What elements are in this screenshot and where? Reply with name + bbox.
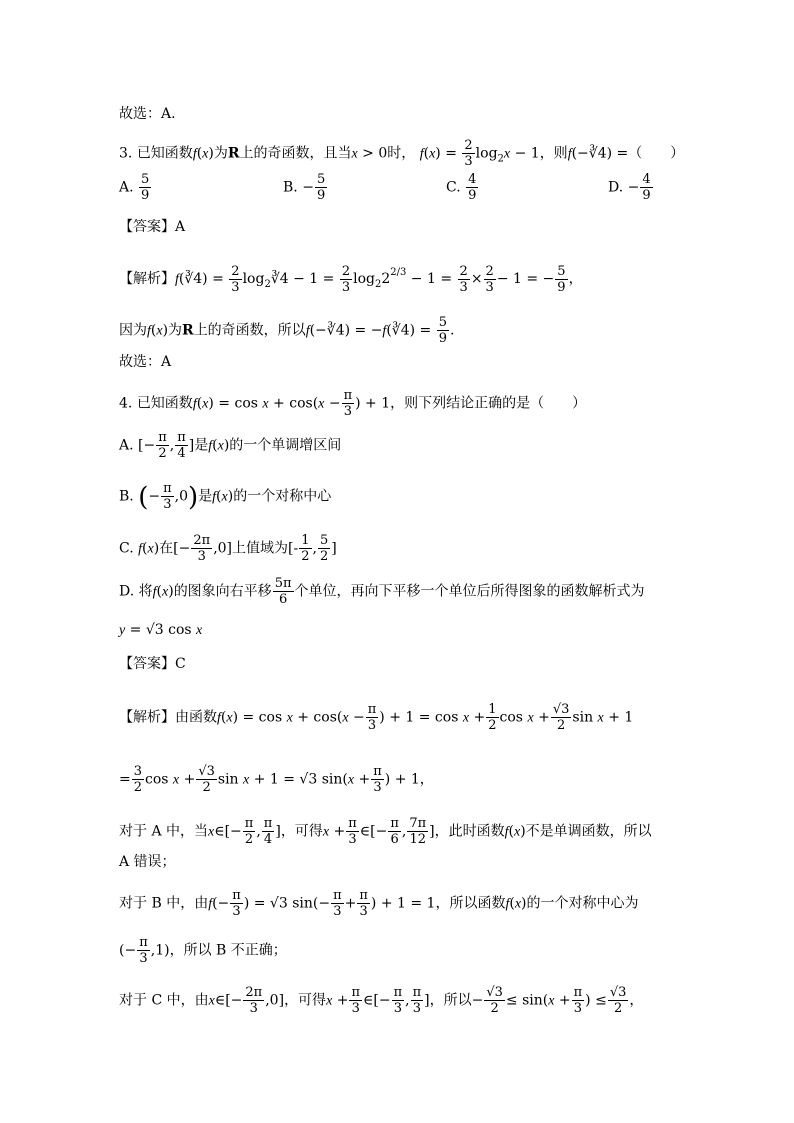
text: ，此时函数 — [434, 823, 505, 840]
q4-option-d: D. 将f(x)的图象向右平移 $\frac{5\pi}{6}$ 个单位，再向下平移一个单位后所得图象的函数解析式为 — [119, 576, 645, 607]
analysis-4-b2: (− $\frac{\pi}{3}$ ,1)，所以 B 不正确； — [119, 935, 287, 966]
text: 上值域为 — [232, 540, 289, 557]
analysis-4-a: 对于 A 中，当x∈[− $\frac{\pi}{2}$ , $\frac{\pi}{4}$ ]，可得x + $\frac{\pi}{3}$ ∈[− $\frac{\pi}{6}$ , $\frac{7\pi}{12}$ ]，此时函数f(x)不是单调函数，所以 — [119, 816, 652, 847]
q-number: 4. — [119, 395, 133, 412]
label: A. — [119, 437, 134, 454]
text: ，则下列结论正确的是（ ） — [390, 395, 587, 412]
label: C. — [446, 179, 461, 196]
text: 不是单调函数，所以 — [525, 823, 652, 840]
q3-option-b: B. − $\frac{5}{9}$ — [283, 172, 326, 203]
label: D. — [608, 179, 624, 196]
text: ，则 — [539, 145, 568, 162]
text: ，所以 B 不正确； — [169, 942, 287, 959]
question-4: 4. 已知函数f(x) = cos x + cos(x − $\frac{\pi}{3}$ ) + 1，则下列结论正确的是（ ） — [119, 388, 587, 419]
text: 为 — [213, 145, 228, 162]
text: 由函数 — [175, 709, 217, 726]
answer-label: 【答案】 — [119, 219, 175, 235]
text: 的一个单调增区间 — [229, 437, 342, 454]
text: 故选：A. — [119, 106, 176, 122]
q4-option-c: C. f(x)在[− $\frac{2\pi}{3}$ ,0]上值域为[- $\frac{1}{2}$ , $\frac{5}{2}$ ] — [119, 533, 337, 564]
label: D. — [119, 583, 135, 600]
answer-value: C — [175, 656, 186, 672]
text: 是 — [198, 488, 213, 505]
analysis-3: 【解析】f(∛4) = $\frac{2}{3}$ $\log_2∛4 - 1$ = $\frac{2}{3}$ $\log_22^{2/3} - 1$ = $\frac{2}{3}$ × $\frac{2}{3}$ − 1 = − $\frac{5}{9}$ ， — [119, 263, 583, 295]
math: f — [192, 146, 197, 162]
text: A 错误； — [119, 854, 176, 870]
label: C. — [119, 540, 134, 557]
text: 对于 C 中，由 — [119, 992, 209, 1009]
text: 为 — [168, 322, 183, 339]
text: 将 — [138, 583, 153, 600]
analysis-4-b: 对于 B 中，由f(− $\frac{\pi}{3}$ ) = √3 sin(− $\frac{\pi}{3}$ + $\frac{\pi}{3}$ ) + 1 = 1，所以函数f(x)的一个对称中心为 — [119, 888, 639, 919]
text: 故选：A — [119, 354, 172, 370]
q3-option-c: C. $\frac{4}{9}$ — [446, 172, 477, 203]
text: 是 — [194, 437, 209, 454]
q4-option-d-formula: y = √3 cos x — [119, 622, 203, 638]
analysis-4: 【解析】由函数f(x) = cos x + cos(x − $\frac{\pi}{3}$ ) + 1 = cos x + $\frac{1}{2}$ cos x + $\frac{√3}{2}$ sin x + 1 — [119, 702, 634, 733]
text: 的一个对称中心 — [233, 488, 332, 505]
label: B. — [119, 488, 134, 505]
set-R: R — [227, 145, 240, 162]
analysis-label: 【解析】 — [119, 709, 175, 726]
text: （ ） — [628, 145, 685, 162]
text: 已知函数 — [136, 395, 193, 412]
q4-option-b: B. (− $\frac{\pi}{3}$ ,0)是f(x)的一个对称中心 — [119, 481, 332, 513]
answer-4 — [119, 654, 186, 674]
select-3 — [119, 352, 171, 372]
analysis-3-line2: 因为f(x)为R上的奇函数，所以f(−∛4) = −f(∛4) = $\frac{5}{9}$ . — [119, 315, 455, 346]
text: 对于 A 中，当 — [119, 823, 209, 840]
prev-answer-line — [119, 104, 176, 124]
q4-option-a: A. [− $\frac{\pi}{2}$ , $\frac{\pi}{4}$ ]是f(x)的一个单调增区间 — [119, 430, 342, 461]
analysis-4-a2 — [119, 852, 176, 872]
text: ，所以 — [429, 992, 472, 1009]
set-R: R — [182, 322, 194, 339]
q-number: 3. — [119, 145, 133, 162]
answer-value: A — [175, 219, 186, 235]
question-3: 3. 已知函数f(x)为R上的奇函数，且当x > 0时， f(x) = $\frac{2}{3}$ $\log_2x - 1$，则f(−∛4) =（ ） — [119, 138, 685, 169]
analysis-label: 【解析】 — [119, 271, 175, 287]
text: 上的奇函数，所以 — [193, 322, 306, 339]
analysis-4-line2: = $\frac{3}{2}$ cos x + $\frac{√3}{2}$ sin x + 1 = √3 sin(x + $\frac{\pi}{3}$ ) + 1， — [119, 764, 434, 795]
text: ，所以函数 — [435, 895, 506, 912]
text: 的一个对称中心为 — [526, 895, 639, 912]
q3-option-a: A. $\frac{5}{9}$ — [119, 172, 150, 203]
text: 的图象向右平移 — [173, 583, 272, 600]
q3-option-d: D. − $\frac{4}{9}$ — [608, 172, 651, 203]
text: 个单位，再向下平移一个单位后所得图象的函数解析式为 — [294, 583, 645, 600]
label: A. — [119, 179, 134, 196]
text: 已知函数 — [136, 145, 193, 162]
text: ，可得 — [284, 992, 327, 1009]
text: 在 — [159, 540, 174, 557]
answer-label: 【答案】 — [119, 656, 175, 672]
analysis-4-c: 对于 C 中，由x∈[− $\frac{2\pi}{3}$ ,0]，可得x + $\frac{\pi}{3}$ ∈[− $\frac{\pi}{3}$ , $\frac{\pi}{3}$ ]，所以− $\frac{√3}{2}$ ≤ sin(x + $\frac{\pi}{3}$ ) ≤ $\frac{√3}{2}$ ， — [119, 985, 644, 1016]
label: B. — [283, 179, 298, 196]
text: 上的奇函数，且当 — [239, 145, 352, 162]
text: 因为 — [119, 322, 147, 339]
text: ，可得 — [280, 823, 323, 840]
answer-3 — [119, 217, 185, 237]
text: 时， — [387, 145, 416, 162]
text: 对于 B 中，由 — [119, 895, 209, 912]
